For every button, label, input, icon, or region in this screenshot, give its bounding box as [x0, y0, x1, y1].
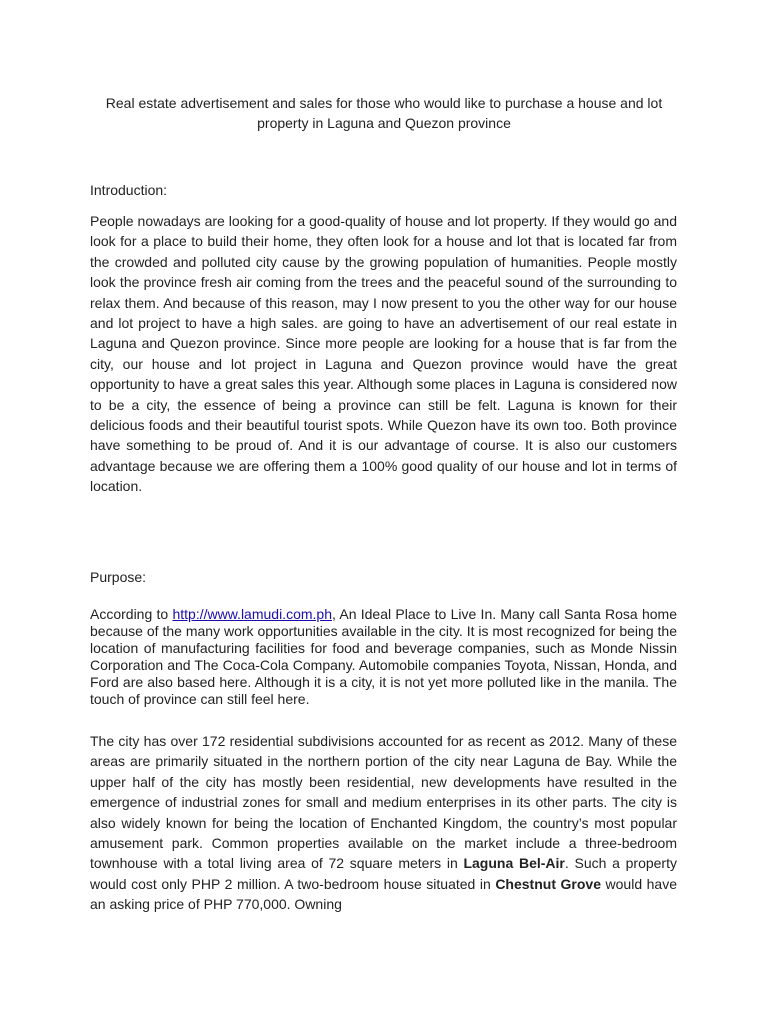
introduction-heading: Introduction: — [90, 182, 168, 198]
lamudi-link[interactable]: http://www.lamudi.com.ph — [172, 606, 332, 622]
city-text-1: The city has over 172 residential subdivisions accounted for as recent as 2012. Many of these areas are primarily situated in the northern portion of the city near Laguna de Bay. While the upper half of the city has mostly been residential, new developments have resulted in the emergence of industrial zones for small and medium enterprises in its other parts. The city is also widely known for being the location of Enchanted Kingdom, the country’s most popular amusement park. Common properties available on the market include a three-bedroom townhouse with a total living area of 72 square meters in — [90, 733, 677, 872]
city-text-2: . Such a property would cost only PHP 2 million. A two-bedroom house situated in — [90, 855, 677, 892]
purpose-text: , An Ideal Place to Live In. Many call Santa Rosa home because of the many work opportunities available in the city. It is most recognized for being the location of manufacturing facilities for food and beverage companies, such as Monde Nissin Corporation and The Coca-Cola Company. Automobile companies Toyota, Nissan, Honda, and Ford are also based here. Although it is a city, it is not yet more polluted like in the manila. The touch of province can still feel here. — [90, 606, 677, 707]
document-title: Real estate advertisement and sales for those who would like to purchase a house and lot property in Laguna and Quezon province — [105, 95, 663, 131]
city-paragraph — [90, 731, 677, 915]
city-text-3: would have an asking price of PHP 770,000. Owning — [90, 875, 677, 913]
introduction-paragraph: People nowadays are looking for a good-quality of house and lot property. If they would go and look for a place to build their home, they often look for a house and lot that is located far from the crowded and polluted city cause by the growing population of humanities. People mostly look the province fresh air coming from the trees and the peaceful sound of the surrounding to relax them. And because of this reason, may I now present to you the other way for our house and lot project to have a high sales. are going to have an advertisement of our real estate in Laguna and Quezon province. Since more people are looking for a house that is far from the city, our house and lot project in Laguna and Quezon province would have the great opportunity to have a great sales this year. Although some places in Laguna is considered now to be a city, the essence of being a province can still be felt. Laguna is known for their delicious foods and their beautiful tourist spots. While Quezon have its own too. Both province have something to be proud of. And it is our advantage of course. It is also our customers advantage because we are offering them a 100% good quality of our house and lot in terms of location. — [90, 213, 677, 495]
purpose-heading: Purpose: — [90, 569, 147, 585]
purpose-prefix: According to — [90, 606, 173, 622]
purpose-paragraph — [90, 606, 677, 708]
laguna-bel-air-label: Laguna Bel-Air — [463, 855, 565, 872]
chestnut-grove-label: Chestnut Grove — [495, 875, 601, 892]
